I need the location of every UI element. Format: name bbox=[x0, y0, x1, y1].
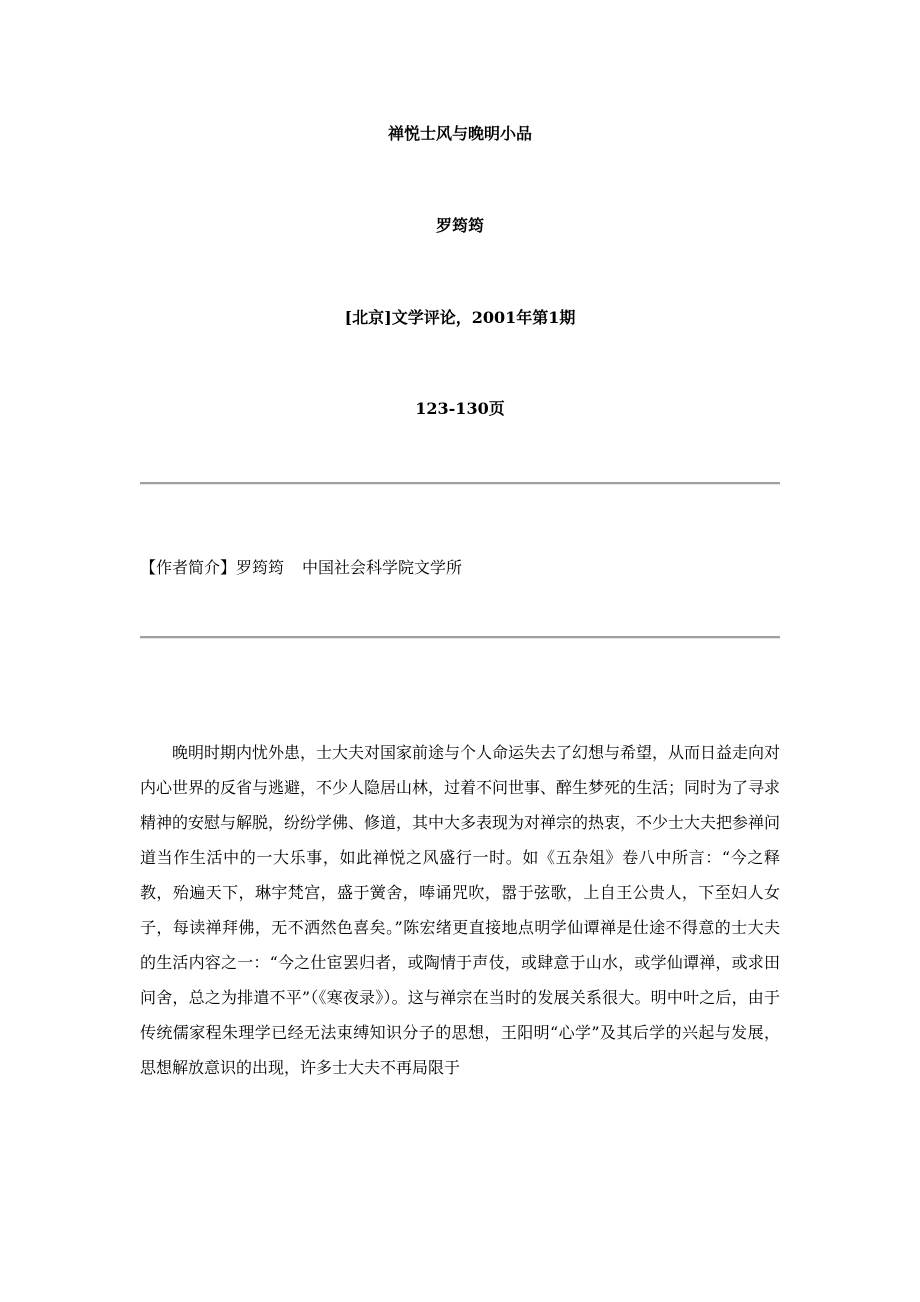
article-author: 罗筠筠 bbox=[435, 216, 484, 235]
publication-source: [北京]文学评论，2001年第1期 bbox=[344, 308, 576, 327]
body-paragraph: 晚明时期内忧外患，士大夫对国家前途与个人命运失去了幻想与希望，从而日益走向对内心世界的反省与逃避，不少人隐居山林，过着不问世事、醉生梦死的生活；同时为了寻求精神的安慰与解脱，纷纷学佛、修道，其中大多表现为对禅宗的热衷，不少士大夫把参禅问道当作生活中的一大乐事，如此禅悦之风盛行一时。如《五杂俎》卷八中所言：“今之释教，殆遍天下，琳宇梵宫，盛于黉舍，唪诵咒吹，嚣于弦歌，上自王公贵人，下至妇人女子，每读禅拜佛，无不洒然色喜矣。”陈宏绪更直接地点明学仙谭禅是仕途不得意的士大夫的生活内容之一：“今之仕宦罢归者，或陶情于声伎，或肆意于山水，或学仙谭禅，或求田问舍，总之为排遣不平”（《寒夜录》）。这与禅宗在当时的发展关系很大。明中叶之后，由于传统儒家程朱理学已经无法束缚知识分子的思想，王阳明“心学”及其后学的兴起与发展，思想解放意识的出现，许多士大夫不再局限于 bbox=[140, 743, 781, 1077]
article-title: 禅悦士风与晚明小品 bbox=[387, 124, 532, 143]
author-affiliation: 中国社会科学院文学所 bbox=[302, 558, 463, 577]
page-range: 123-130页 bbox=[415, 399, 505, 418]
horizontal-divider bbox=[140, 482, 780, 485]
author-introduction bbox=[140, 557, 462, 579]
horizontal-divider bbox=[140, 636, 780, 639]
author-intro-label: 【作者简介】罗筠筠 bbox=[140, 558, 285, 577]
